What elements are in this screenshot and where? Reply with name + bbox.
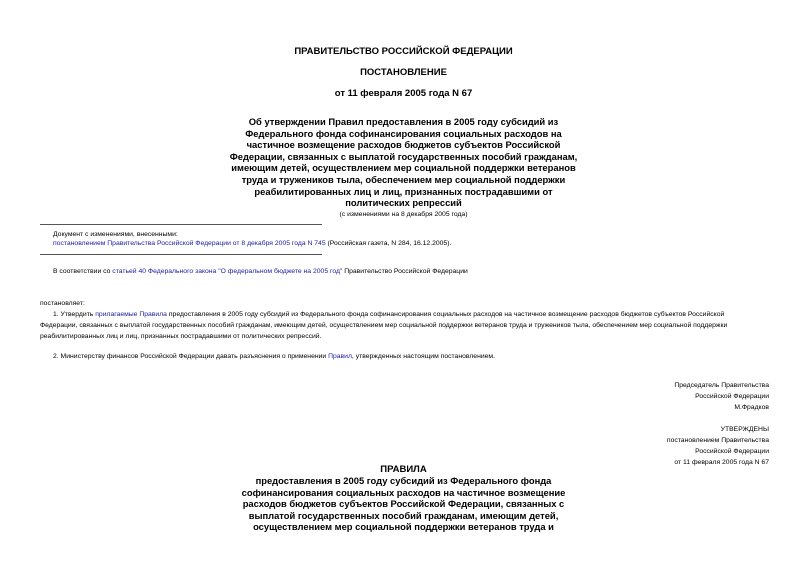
amendments-entry xyxy=(53,238,451,249)
divider-top xyxy=(40,224,322,225)
preamble xyxy=(53,266,468,277)
rules-link[interactable]: прилагаемые Правила xyxy=(95,311,167,318)
signature-position: Председатель Правительства xyxy=(674,382,769,389)
item-1-line xyxy=(40,309,770,320)
title-line: Федерального фонда софинансирования социальных расходов на xyxy=(245,127,562,139)
title-line: частичное возмещение расходов бюджетов субъектов Российской xyxy=(246,139,561,151)
rules-subtitle xyxy=(200,475,607,533)
item-1-line: реабилитированных лиц и лиц, признанных пострадавшими от политических репрессий. xyxy=(40,333,322,340)
changes-note: (с изменениями на 8 декабря 2005 года) xyxy=(339,211,468,218)
signature-name: М.Фрадков xyxy=(734,404,769,411)
rules-line: софинансирования социальных расходов на частичное возмещение xyxy=(241,486,566,498)
divider-bottom xyxy=(40,254,322,255)
title-line: политических репрессий xyxy=(345,197,462,209)
document-org: ПРАВИТЕЛЬСТВО РОССИЙСКОЙ ФЕДЕРАЦИИ xyxy=(294,46,513,57)
title-line: имеющим детей, осуществлением мер социальной поддержки ветеранов xyxy=(231,162,576,174)
resolves-label: постановляет: xyxy=(40,300,85,307)
preamble-text: В соответствии со xyxy=(53,268,113,275)
document-date-number: от 11 февраля 2005 года N 67 xyxy=(334,88,473,99)
document-title xyxy=(200,116,607,209)
rules-title: ПРАВИЛА xyxy=(380,464,427,475)
item-2-text-end: , утвержденных настоящим постановлением. xyxy=(351,353,495,360)
resolution-item-1 xyxy=(40,309,770,342)
title-line: Федерации, связанных с выплатой государственных пособий гражданам, xyxy=(229,150,578,162)
title-line: труда и тружеников тыла, обеспечением мер социальной поддержки xyxy=(241,173,566,185)
rules-link-2[interactable]: Правил xyxy=(328,353,352,360)
amendments-label: Документ с изменениями, внесенными: xyxy=(53,231,178,238)
item-1-number: 1. Утвердить xyxy=(53,311,96,318)
signature-block xyxy=(519,380,769,413)
document-type: ПОСТАНОВЛЕНИЕ xyxy=(360,67,447,78)
amendment-link[interactable]: постановлением Правительства Российской Федерации от 8 декабря 2005 года N 745 xyxy=(53,240,326,247)
item-1-text: предоставления в 2005 году субсидий из Федерального фонда софинансирования социальных расходов на частичное возмещение расходов бюджетов субъектов Российской xyxy=(166,311,725,318)
signature-country: Российской Федерации xyxy=(695,393,769,400)
rules-line: осуществлением мер социальной поддержки ветеранов труда и xyxy=(253,521,554,533)
rules-line: выплатой государственных пособий гражданам, имеющим детей, xyxy=(248,509,559,521)
approved-block xyxy=(519,424,769,468)
preamble-text-end: Правительство Российской Федерации xyxy=(342,268,468,275)
rules-line: расходов бюджетов субъектов Российской Федерации, связанных с xyxy=(242,498,565,510)
rules-line: предоставления в 2005 году субсидий из Федерального фонда xyxy=(255,475,552,486)
title-line: реабилитированных лиц и лиц, признанных пострадавшими от xyxy=(254,185,553,197)
approved-label: УТВЕРЖДЕНЫ xyxy=(720,426,769,433)
item-2-text: 2. Министерству финансов Российской Федерации давать разъяснения о применении xyxy=(53,353,329,360)
law-link[interactable]: статьей 40 Федерального закона "О федеральном бюджете на 2005 год" xyxy=(112,268,343,275)
approved-by: постановлением Правительства xyxy=(666,437,769,444)
item-1-line: Федерации, связанных с выплатой государственных пособий гражданам, имеющим детей, осуществлением мер социальной поддержки ветеранов труда и тружеников тыла, обеспечением мер социальной поддержки xyxy=(40,322,728,329)
approved-country: Российской Федерации xyxy=(695,448,769,455)
title-line: Об утверждении Правил предоставления в 2005 году субсидий из xyxy=(248,116,559,127)
resolution-item-2 xyxy=(53,351,495,362)
amendment-source: (Российская газета, N 284, 16.12.2005). xyxy=(325,240,452,247)
approved-date: от 11 февраля 2005 года N 67 xyxy=(674,459,769,466)
